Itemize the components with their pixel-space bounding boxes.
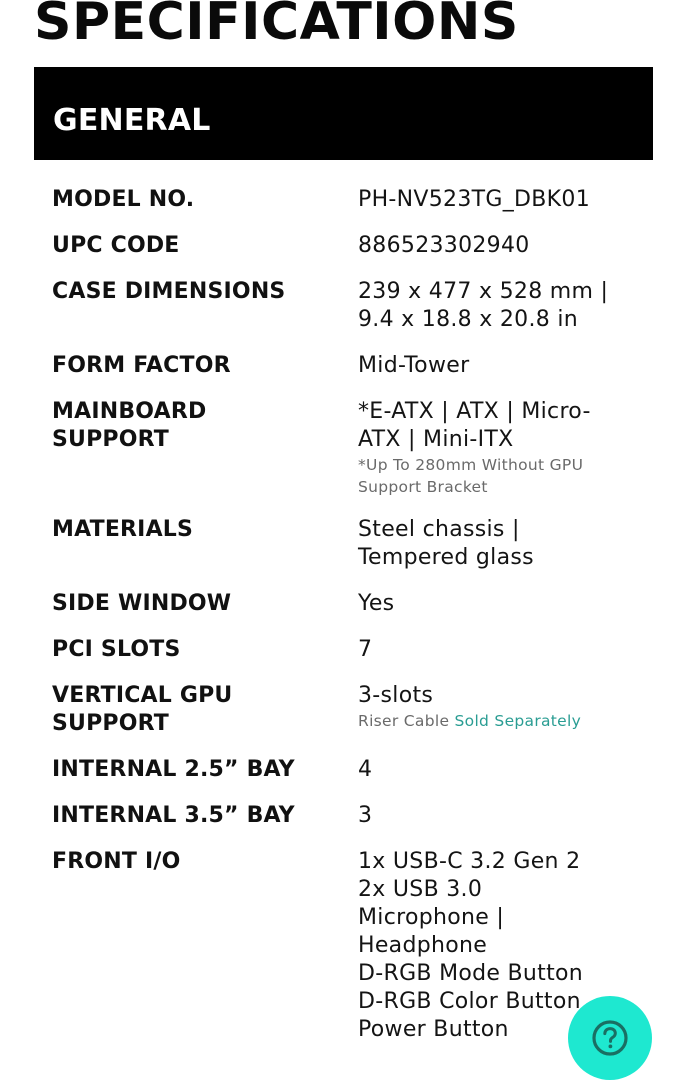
spec-value-line: D-RGB Color Button bbox=[358, 989, 581, 1014]
spec-value bbox=[358, 186, 652, 214]
spec-label-line: VERTICAL GPU bbox=[52, 683, 233, 708]
spec-label: PCI SLOTS bbox=[52, 637, 181, 662]
spec-row-form-factor bbox=[52, 352, 652, 380]
spec-value-line: 886523302940 bbox=[358, 233, 530, 258]
spec-value bbox=[358, 590, 652, 618]
spec-value bbox=[358, 516, 652, 572]
spec-note: *Up To 280mm Without GPU bbox=[358, 456, 584, 474]
spec-row-internal-3-5-bay bbox=[52, 802, 652, 830]
spec-row-vertical-gpu-support bbox=[52, 682, 652, 738]
spec-value-line: 4 bbox=[358, 757, 373, 782]
spec-row-mainboard-support bbox=[52, 398, 652, 498]
note-prefix: Riser Cable bbox=[358, 712, 455, 730]
spec-value-line: 1x USB-C 3.2 Gen 2 bbox=[358, 849, 581, 874]
section-header-general bbox=[34, 67, 653, 160]
sold-separately-text: Sold Separately bbox=[454, 712, 582, 730]
spec-label-line: MAINBOARD bbox=[52, 399, 207, 424]
spec-label: UPC CODE bbox=[52, 233, 180, 258]
spec-value-line: 7 bbox=[358, 637, 373, 662]
spec-label: MODEL NO. bbox=[52, 187, 195, 212]
spec-value-line: *E-ATX | ATX | Micro- bbox=[358, 399, 591, 424]
spec-row-side-window bbox=[52, 590, 652, 618]
spec-row-pci-slots bbox=[52, 636, 652, 664]
spec-value bbox=[358, 352, 652, 380]
spec-label: FORM FACTOR bbox=[52, 353, 231, 378]
spec-value bbox=[358, 756, 652, 784]
spec-value bbox=[358, 682, 652, 732]
spec-note bbox=[358, 710, 652, 732]
spec-label: INTERNAL 2.5” BAY bbox=[52, 757, 295, 782]
spec-label: INTERNAL 3.5” BAY bbox=[52, 803, 295, 828]
spec-value-line: 2x USB 3.0 bbox=[358, 877, 483, 902]
spec-value-line: Microphone | bbox=[358, 905, 505, 930]
spec-value-line: 3 bbox=[358, 803, 373, 828]
spec-value-line: Tempered glass bbox=[358, 545, 534, 570]
spec-row-materials bbox=[52, 516, 652, 572]
spec-value-line: PH-NV523TG_DBK01 bbox=[358, 187, 590, 212]
spec-value-line: D-RGB Mode Button bbox=[358, 961, 584, 986]
spec-label: FRONT I/O bbox=[52, 849, 181, 874]
question-circle-icon bbox=[590, 1018, 630, 1058]
spec-row-model-no bbox=[52, 186, 652, 214]
spec-value-line: Headphone bbox=[358, 933, 488, 958]
spec-value bbox=[358, 802, 652, 830]
spec-value-line: Steel chassis | bbox=[358, 517, 520, 542]
spec-value-line: Power Button bbox=[358, 1017, 509, 1042]
spec-row-upc-code bbox=[52, 232, 652, 260]
spec-value-line: 239 x 477 x 528 mm | bbox=[358, 279, 609, 304]
spec-label bbox=[52, 398, 358, 454]
spec-note: Support Bracket bbox=[358, 478, 488, 496]
spec-label bbox=[52, 682, 358, 738]
spec-value-line: ATX | Mini-ITX bbox=[358, 427, 514, 452]
spec-label-line: SUPPORT bbox=[52, 427, 170, 452]
spec-value bbox=[358, 636, 652, 664]
spec-row-case-dimensions bbox=[52, 278, 652, 334]
spec-label: SIDE WINDOW bbox=[52, 591, 232, 616]
spec-value bbox=[358, 398, 652, 498]
spec-table bbox=[52, 186, 652, 1062]
spec-value bbox=[358, 278, 652, 334]
spec-value-line: Yes bbox=[358, 591, 395, 616]
help-button[interactable] bbox=[568, 996, 652, 1080]
spec-row-internal-2-5-bay bbox=[52, 756, 652, 784]
spec-value-line: 3-slots bbox=[358, 683, 434, 708]
spec-value-line: 9.4 x 18.8 x 20.8 in bbox=[358, 307, 579, 332]
spec-value bbox=[358, 232, 652, 260]
page-title: SPECIFICATIONS bbox=[34, 0, 519, 52]
section-title: GENERAL bbox=[53, 103, 211, 138]
spec-value-line: Mid-Tower bbox=[358, 353, 470, 378]
spec-label: MATERIALS bbox=[52, 517, 194, 542]
spec-label: CASE DIMENSIONS bbox=[52, 279, 286, 304]
spec-row-front-io bbox=[52, 848, 652, 1044]
spec-label-line: SUPPORT bbox=[52, 711, 170, 736]
